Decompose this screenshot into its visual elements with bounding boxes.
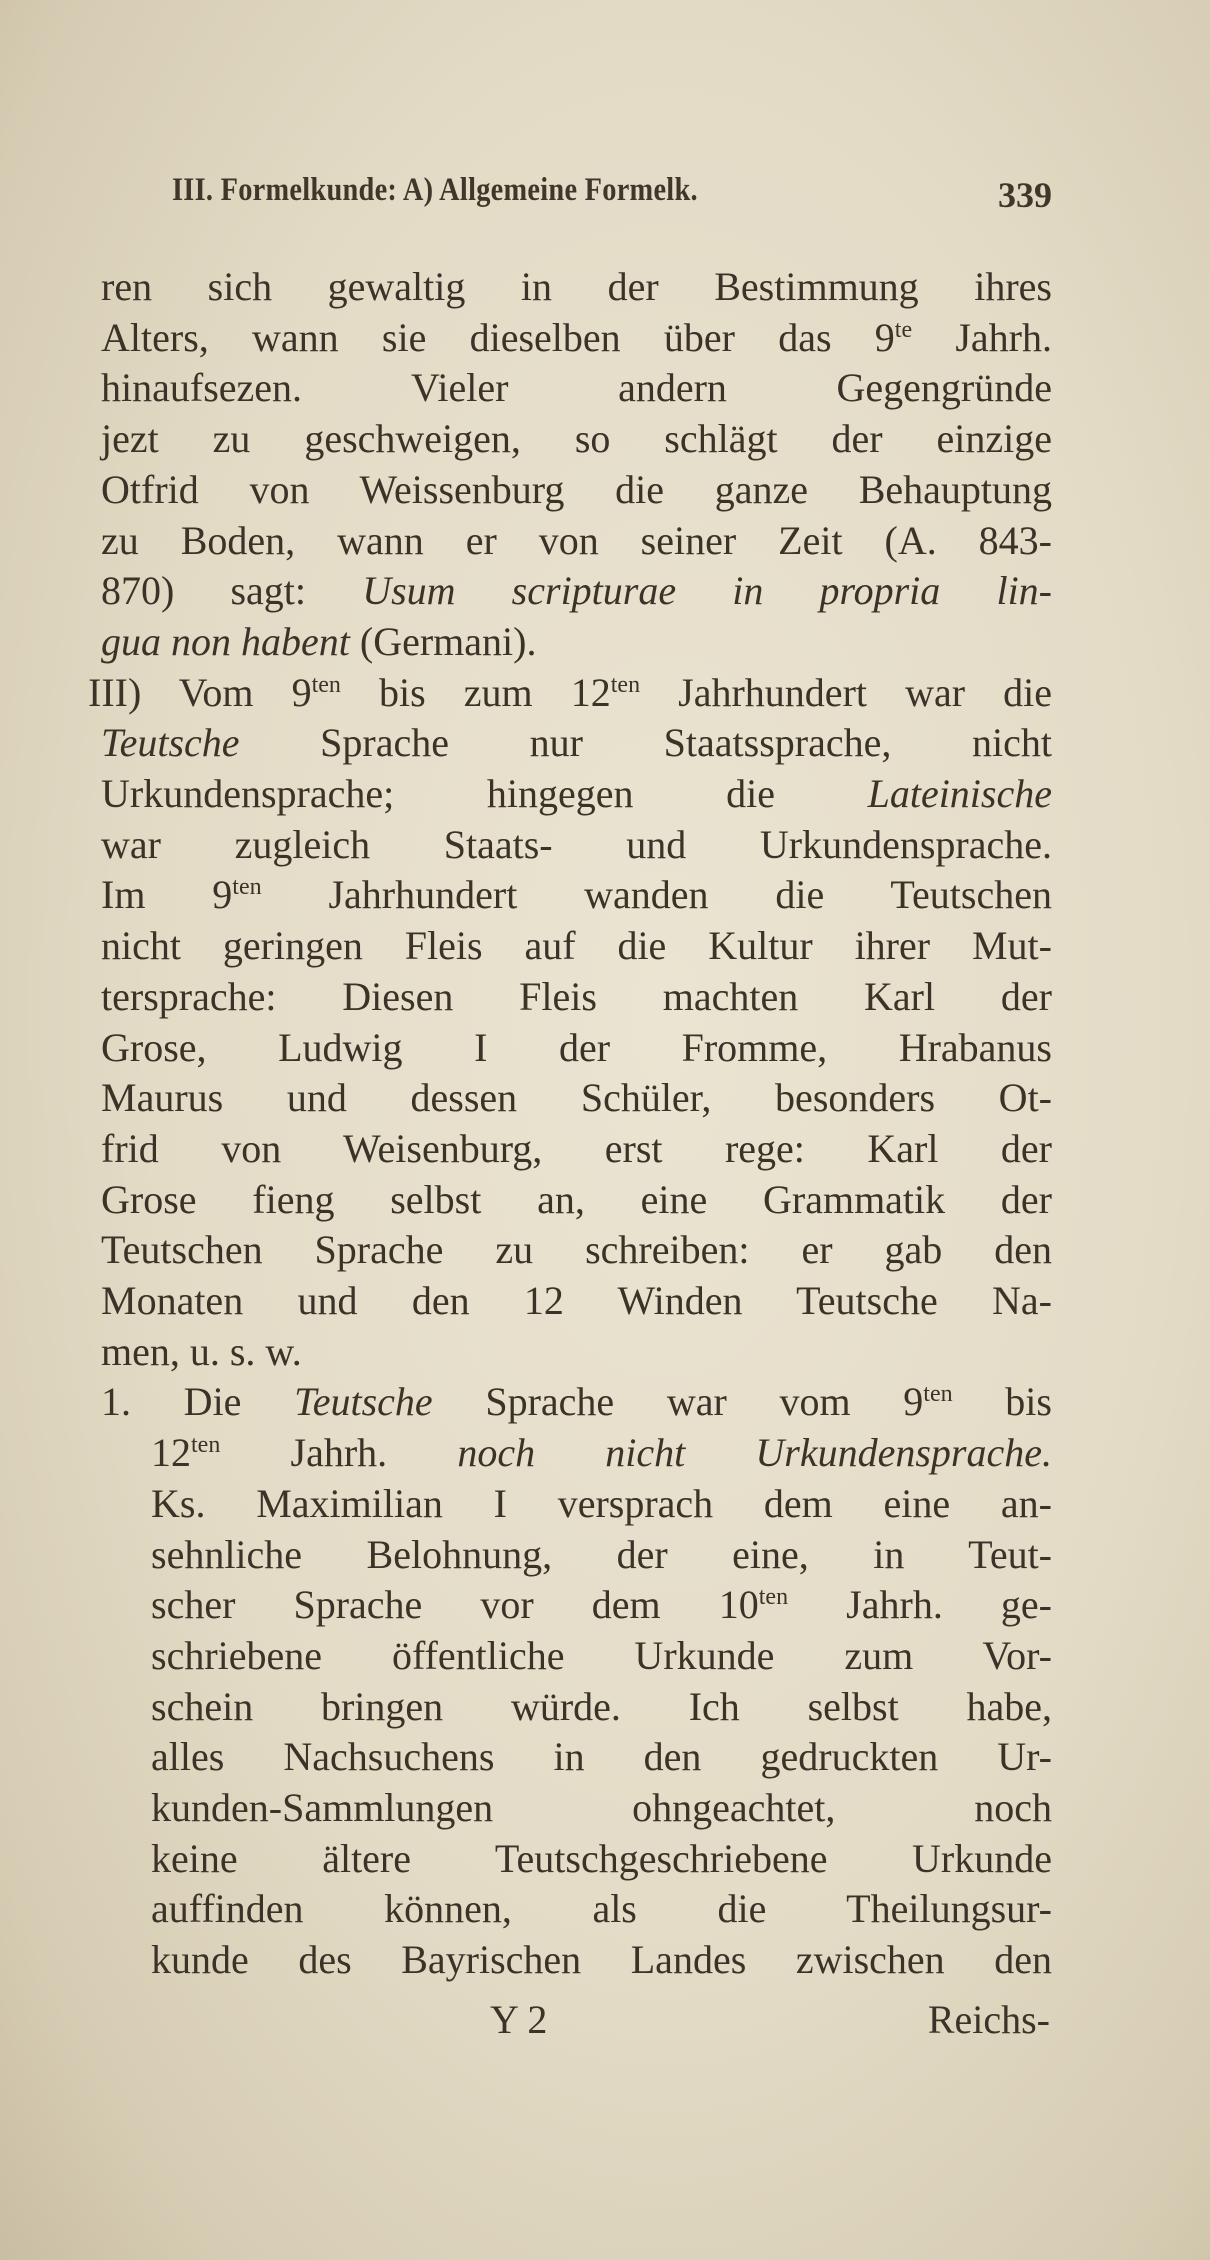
superscript: ten (610, 671, 641, 698)
text-segment: 870) sagt: (101, 568, 363, 614)
text-line (101, 313, 1052, 363)
text-segment: Maurus und dessen Schüler, besonders Ot- (101, 1075, 1052, 1121)
text-line (101, 921, 1052, 971)
text-segment: III) Vom 9 (88, 669, 312, 715)
superscript: ten (311, 671, 341, 698)
text-segment: Ks. Maximilian I versprach dem eine an- (151, 1480, 1052, 1526)
catchword: Reichs- (927, 1997, 1050, 2042)
italic-text: Lateinische (867, 771, 1052, 816)
text-line (151, 1428, 1052, 1478)
text-line (101, 769, 1052, 819)
text-segment: alles Nachsuchens in den gedruckten Ur- (151, 1734, 1052, 1780)
text-segment: tersprache: Diesen Fleis machten Karl der (101, 973, 1052, 1019)
superscript: ten (191, 1432, 221, 1459)
text-line (101, 516, 1052, 566)
text-line (101, 363, 1052, 413)
text-line (101, 617, 1052, 667)
text-line (101, 1276, 1052, 1326)
superscript: ten (232, 874, 262, 901)
text-line (151, 1783, 1052, 1833)
text-segment: 1. Die (101, 1379, 295, 1425)
text-line (88, 668, 1052, 718)
text-segment: Urkundensprache; hingegen die (101, 771, 868, 816)
text-line (151, 1884, 1052, 1934)
text-segment: Alters, wann sie dieselben über das 9 (101, 314, 895, 360)
signature-mark: Y 2 (490, 1997, 548, 2042)
text-segment: sehnliche Belohnung, der eine, in Teut- (151, 1531, 1052, 1577)
text-segment: nicht geringen Fleis auf die Kultur ihrer Mut- (101, 923, 1052, 969)
text-segment: Jahrhundert war die (640, 669, 1053, 715)
text-segment: auffinden können, als die Theilungsur- (151, 1886, 1052, 1932)
text-line (101, 1327, 1052, 1377)
text-segment: 12 (151, 1430, 191, 1476)
text-segment: Jahrhundert wanden die Teutschen (261, 872, 1052, 918)
text-line (101, 566, 1052, 616)
text-line (101, 718, 1052, 768)
text-segment: frid von Weisenburg, erst rege: Karl der (101, 1125, 1052, 1171)
text-segment: (Germani). (349, 618, 537, 664)
text-segment: scher Sprache vor dem 10 (151, 1582, 759, 1628)
text-segment: Sprache nur Staatssprache, nicht (239, 720, 1052, 766)
superscript: te (894, 316, 913, 343)
text-line (101, 820, 1052, 870)
text-line (151, 1479, 1052, 1529)
italic-text: Teutsche (101, 720, 240, 766)
text-line (101, 262, 1052, 312)
text-segment: zu Boden, wann er von seiner Zeit (A. 843- (101, 517, 1052, 563)
italic-text: noch nicht Urkundensprache. (457, 1430, 1052, 1476)
text-line (151, 1732, 1052, 1782)
text-segment: kunde des Bayrischen Landes zwischen den (151, 1937, 1052, 1983)
text-line (101, 1175, 1052, 1225)
text-segment: Grose, Ludwig I der Fromme, Hrabanus (101, 1024, 1052, 1070)
text-line (151, 1631, 1052, 1681)
text-segment: schriebene öffentliche Urkunde zum Vor- (151, 1632, 1052, 1678)
text-line (151, 1580, 1052, 1630)
text-segment: jezt zu geschweigen, so schlägt der einzige (101, 416, 1052, 462)
text-segment: men, u. s. w. (101, 1328, 302, 1374)
text-segment: Grose fieng selbst an, eine Grammatik der (101, 1176, 1052, 1222)
text-segment: bis (952, 1379, 1052, 1425)
text-line (101, 870, 1052, 920)
text-segment: ren sich gewaltig in der Bestimmung ihres (101, 264, 1052, 309)
superscript: ten (758, 1584, 789, 1611)
text-segment: Sprache war vom 9 (432, 1379, 924, 1425)
text-segment: Monaten und den 12 Winden Teutsche Na- (101, 1278, 1052, 1323)
text-segment: schein bringen würde. Ich selbst habe, (151, 1683, 1052, 1729)
text-line (101, 972, 1052, 1022)
text-segment: hinaufsezen. Vieler andern Gegengründe (101, 365, 1052, 411)
text-segment: Jahrh. (912, 314, 1052, 360)
text-line (151, 1935, 1052, 1985)
text-segment: Jahrh. (220, 1430, 458, 1476)
text-line (101, 414, 1052, 464)
text-segment: keine ältere Teutschgeschriebene Urkunde (151, 1835, 1052, 1881)
page-header (172, 172, 1052, 222)
text-segment: Im 9 (101, 872, 233, 918)
italic-text: Teutsche (294, 1379, 433, 1425)
text-line (101, 1377, 1052, 1427)
text-line (151, 1834, 1052, 1884)
text-line (101, 1023, 1052, 1073)
superscript: ten (923, 1381, 953, 1408)
text-line (101, 1225, 1052, 1275)
text-line (101, 1073, 1052, 1123)
text-line (151, 1530, 1052, 1580)
text-segment: bis zum 12 (340, 669, 611, 715)
text-segment: kunden-Sammlungen ohngeachtet, noch (151, 1785, 1052, 1830)
text-line (101, 1124, 1052, 1174)
italic-text: gua non habent (101, 618, 350, 664)
text-segment: Jahrh. ge- (788, 1582, 1052, 1628)
text-segment: war zugleich Staats- und Urkundensprache. (101, 821, 1052, 867)
italic-text: Usum scripturae in propria lin- (362, 568, 1052, 614)
text-line (151, 1682, 1052, 1732)
text-segment: Otfrid von Weissenburg die ganze Behauptung (101, 466, 1052, 512)
running-head: III. Formelkunde: A) Allgemeine Formelk. (172, 172, 698, 208)
text-line (101, 465, 1052, 515)
page-number: 339 (998, 175, 1052, 215)
text-segment: Teutschen Sprache zu schreiben: er gab den (101, 1227, 1052, 1273)
